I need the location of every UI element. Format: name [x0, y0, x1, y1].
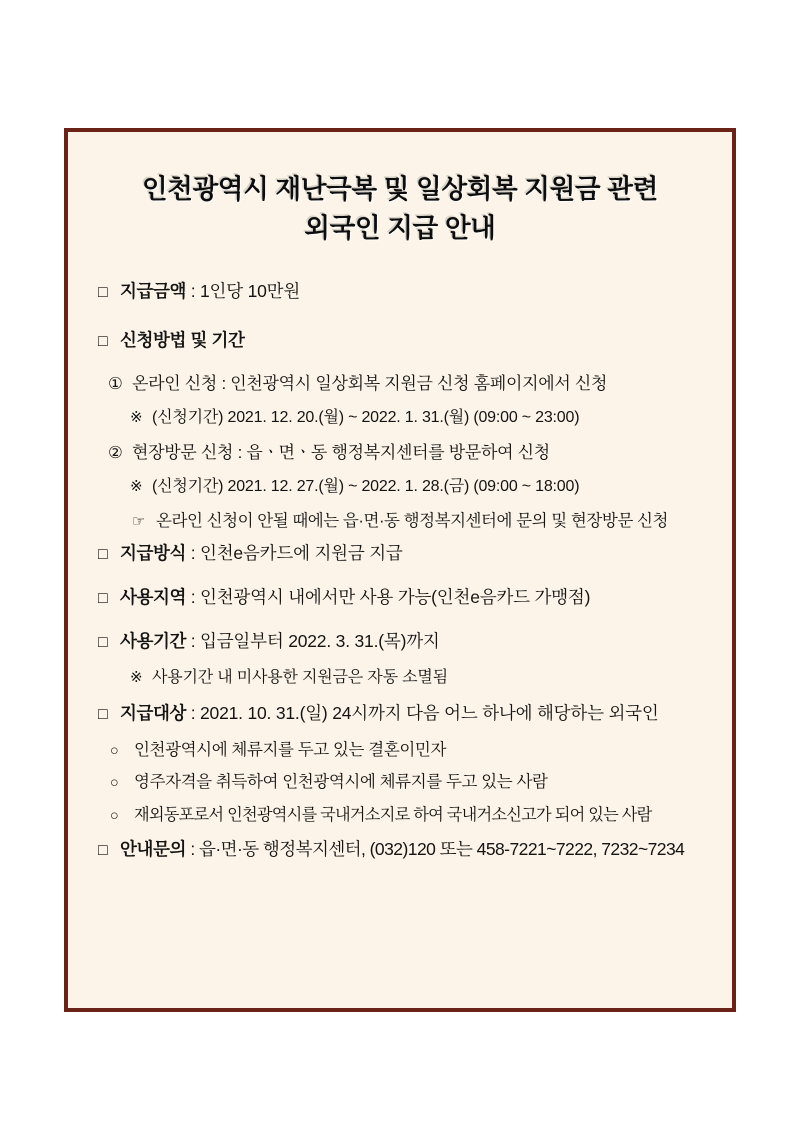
checkbox-icon: □ — [98, 705, 108, 723]
pointing-hand-icon: ☞ — [132, 512, 145, 530]
section-payment-method-label: 지급방식 — [120, 542, 187, 563]
apply-method-visit-text: 현장방문 신청 : 읍ㆍ면ㆍ동 행정복지센터를 방문하여 신청 — [132, 443, 550, 463]
apply-method-visit — [94, 440, 706, 466]
section-contact — [94, 836, 706, 863]
checkbox-icon: □ — [98, 284, 108, 302]
offline-fallback-note — [94, 509, 706, 534]
section-recipients-text — [120, 700, 659, 726]
circled-number-one-icon: ① — [108, 375, 123, 394]
circle-bullet-icon: ○ — [110, 775, 119, 792]
apply-method-online-period — [94, 406, 706, 430]
section-payment-amount — [94, 278, 706, 305]
notice-frame — [64, 128, 736, 1012]
section-how-to-apply-text — [120, 327, 244, 353]
usage-period-expiry-note — [94, 666, 706, 690]
title-line-2: 외국인 지급 안내 — [304, 213, 496, 244]
recipient-item-label: 영주자격을 취득하여 인천광역시에 체류지를 두고 있는 사람 — [134, 773, 548, 792]
section-how-to-apply — [94, 327, 706, 354]
recipient-item — [94, 738, 706, 763]
section-payment-method-value: : 인천e음카드에 지원금 지급 — [186, 542, 403, 563]
recipient-item — [94, 803, 706, 828]
checkbox-icon: □ — [98, 333, 108, 351]
notice-title — [94, 170, 706, 248]
section-contact-text — [120, 836, 684, 862]
section-usage-area — [94, 584, 706, 611]
apply-method-online-period-text: (신청기간) 2021. 12. 20.(월) ~ 2022. 1. 31.(월) (09:00 ~ 23:00) — [152, 409, 580, 427]
apply-method-online-text: 온라인 신청 : 인천광역시 일상회복 지원금 신청 홈페이지에서 신청 — [132, 374, 608, 394]
section-recipients — [94, 700, 706, 727]
circle-bullet-icon: ○ — [110, 808, 119, 825]
section-payment-amount-label: 지급금액 — [120, 281, 187, 302]
recipient-item-label: 인천광역시에 체류지를 두고 있는 결혼이민자 — [134, 740, 446, 759]
reference-mark-icon: ※ — [130, 477, 143, 495]
circled-number-two-icon: ② — [108, 444, 123, 463]
section-recipients-label: 지급대상 — [120, 702, 187, 723]
section-recipients-value: : 2021. 10. 31.(일) 24시까지 다음 어느 하나에 해당하는 외국인 — [186, 702, 659, 723]
apply-method-visit-period — [94, 475, 706, 499]
section-usage-area-text — [120, 584, 590, 610]
section-contact-label: 안내문의 — [120, 838, 187, 859]
section-usage-period — [94, 628, 706, 655]
section-contact-value: : 읍·면·동 행정복지센터, (032)120 또는 458-7221~7222, 7232~7234 — [186, 838, 685, 859]
section-payment-amount-text — [120, 278, 300, 304]
usage-period-expiry-note-text: 사용기간 내 미사용한 지원금은 자동 소멸됨 — [152, 668, 448, 686]
checkbox-icon: □ — [98, 633, 108, 651]
section-how-to-apply-label: 신청방법 및 기간 — [120, 330, 245, 351]
section-usage-period-text — [120, 628, 440, 654]
apply-method-visit-period-text: (신청기간) 2021. 12. 27.(월) ~ 2022. 1. 28.(금) (09:00 ~ 18:00) — [152, 477, 580, 495]
apply-method-online — [94, 371, 706, 397]
section-usage-area-value: : 인천광역시 내에서만 사용 가능(인천e음카드 가맹점) — [186, 586, 591, 607]
section-usage-period-label: 사용기간 — [120, 630, 187, 651]
offline-fallback-note-text: 온라인 신청이 안될 때에는 읍·면·동 행정복지센터에 문의 및 현장방문 신청 — [156, 511, 668, 530]
recipient-item-label: 재외동포로서 인천광역시를 국내거소지로 하여 국내거소신고가 되어 있는 사람 — [134, 806, 652, 825]
section-payment-method-text — [120, 540, 403, 566]
section-payment-method — [94, 540, 706, 567]
section-payment-amount-value: : 1인당 10만원 — [186, 281, 301, 302]
recipient-item — [94, 770, 706, 795]
circle-bullet-icon: ○ — [110, 742, 119, 759]
checkbox-icon: □ — [98, 589, 108, 607]
section-usage-area-label: 사용지역 — [120, 586, 187, 607]
reference-mark-icon: ※ — [130, 668, 143, 686]
checkbox-icon: □ — [98, 545, 108, 563]
notice-body — [68, 132, 732, 1008]
checkbox-icon: □ — [98, 841, 108, 859]
title-line-1: 인천광역시 재난극복 및 일상회복 지원금 관련 — [142, 174, 658, 204]
section-usage-period-value: : 입금일부터 2022. 3. 31.(목)까지 — [186, 630, 440, 651]
reference-mark-icon: ※ — [130, 409, 143, 427]
